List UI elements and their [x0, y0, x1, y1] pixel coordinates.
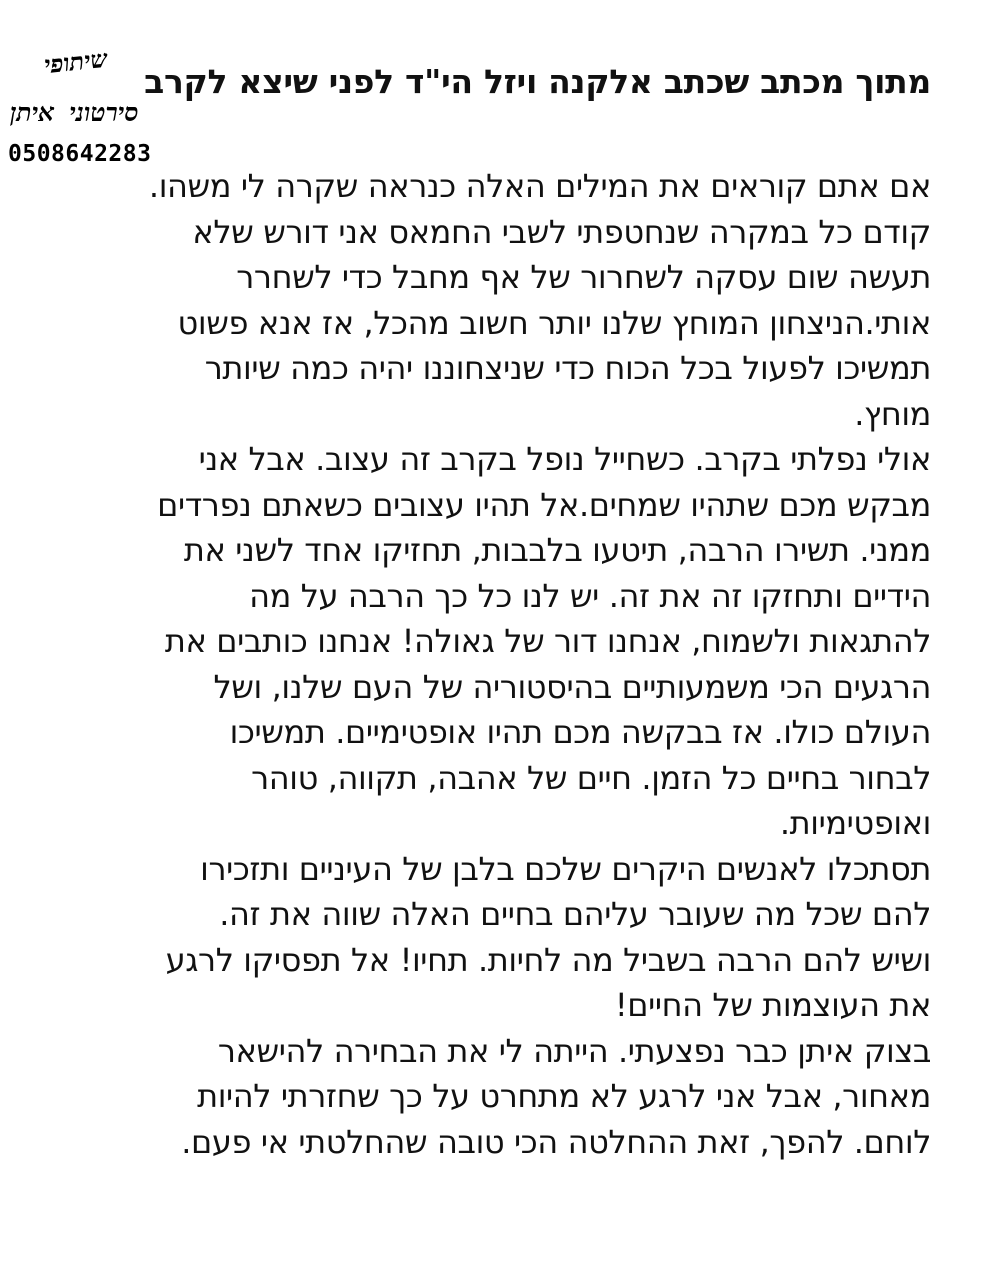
letter-line: תמשיכו לפעול בכל הכוח כדי שניצחוננו יהיה כמה שיותר [204, 349, 931, 387]
letter-line: לבחור בחיים כל הזמן. חיים של אהבה, תקווה, טוהר [251, 758, 931, 797]
letter-line: קודם כל במקרה שנחטפתי לשבי החמאס אני דורש שלא [192, 212, 931, 251]
letter-line: הרגעים הכי משמעותיים בהיסטוריה של העם שלנו, ושל [213, 667, 931, 706]
letter-title: מתוך מכתב שכתב אלקנה ויזל הי"ד לפני שיצא לקרב [144, 62, 931, 101]
letter-line: את העוצמות של החיים! [614, 986, 931, 1024]
watermark-credit-line-2: סירטוני איתן [10, 98, 139, 127]
letter-line: ממני. תשירו הרבה, תיטעו בלבבות, תחזיקו אחד לשני את [183, 531, 931, 569]
letter-line: אותי.הניצחון המוחץ שלנו יותר חשוב מהכל, אז אנא פשוט [177, 303, 931, 342]
letter-line: תעשה שום עסקה לשחרור של אף מחבל כדי לשחרר [236, 258, 931, 296]
watermark-credit-line-1: שיתופי [42, 44, 109, 80]
letter-body [51, 164, 931, 1165]
letter-line: לוחם. להפך, זאת ההחלטה הכי טובה שהחלטתי אי פעם. [181, 1122, 931, 1161]
letter-line: בצוק איתן כבר נפצעתי. הייתה לי את הבחירה להישאר [217, 1031, 931, 1070]
letter-line: תסתכלו לאנשים היקרים שלכם בלבן של העיניים ותזכירו [200, 849, 931, 888]
watermark-phone-number: 0508642283 [8, 141, 152, 167]
letter-line: להתגאות ולשמוח, אנחנו דור של גאולה! אנחנו כותבים את [164, 622, 931, 660]
letter-line: אם אתם קוראים את המילים האלה כנראה שקרה לי משהו. [148, 167, 931, 205]
letter-line: ושיש להם הרבה בשביל מה לחיות. תחיו! אל תפסיקו לרגע [165, 940, 931, 979]
letter-line: ואופטימיות. [779, 804, 931, 842]
letter-line: להם שכל מה שעובר עליהם בחיים האלה שווה את זה. [219, 895, 931, 933]
letter-line: הידיים ותחזקו זה את זה. יש לנו כל כך הרבה על מה [249, 576, 931, 615]
letter-line: מאחור, אבל אני לרגע לא מתחרט על כך שחזרתי להיות [197, 1077, 931, 1115]
letter-line: מבקש מכם שתהיו שמחים.אל תהיו עצובים כשאתם נפרדים [157, 485, 931, 524]
letter-line: העולם כולו. אז בבקשה מכם תהיו אופטימיים. תמשיכו [229, 713, 931, 751]
letter-line: מוחץ. [854, 394, 931, 433]
letter-line: אולי נפלתי בקרב. כשחייל נופל בקרב זה עצוב. אבל אני [198, 440, 931, 478]
